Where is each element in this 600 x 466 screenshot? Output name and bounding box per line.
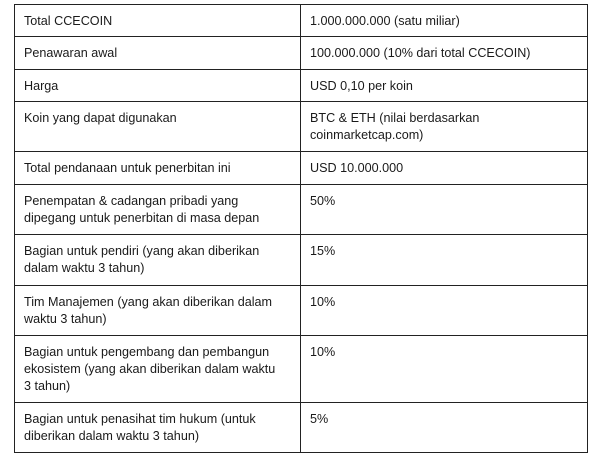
row-value: 10% <box>301 336 588 403</box>
row-value: USD 10.000.000 <box>301 152 588 185</box>
row-label: Harga <box>15 70 301 102</box>
row-label: Penempatan & cadangan pribadi yang dipegang untuk penerbitan di masa depan <box>15 185 301 235</box>
table-row <box>15 152 588 185</box>
row-label: Total pendanaan untuk penerbitan ini <box>15 152 301 185</box>
row-label: Penawaran awal <box>15 37 301 70</box>
row-label: Bagian untuk pengembang dan pembangun ekosistem (yang akan diberikan dalam waktu 3 tahun) <box>15 336 301 403</box>
row-label: Bagian untuk pendiri (yang akan diberikan dalam waktu 3 tahun) <box>15 235 301 286</box>
row-value: 1.000.000.000 (satu miliar) <box>301 5 588 37</box>
table-row <box>15 5 588 37</box>
row-value: 100.000.000 (10% dari total CCECOIN) <box>301 37 588 70</box>
table-row <box>15 102 588 152</box>
table-row <box>15 336 588 403</box>
table-row <box>15 286 588 336</box>
row-value: 50% <box>301 185 588 235</box>
token-distribution-table <box>14 4 588 453</box>
row-value: BTC & ETH (nilai berdasarkan coinmarketcap.com) <box>301 102 588 152</box>
table-row <box>15 185 588 235</box>
row-value: 10% <box>301 286 588 336</box>
table-row <box>15 403 588 453</box>
row-value: USD 0,10 per koin <box>301 70 588 102</box>
table-row <box>15 37 588 70</box>
row-value: 15% <box>301 235 588 286</box>
table-row <box>15 70 588 102</box>
row-label: Tim Manajemen (yang akan diberikan dalam waktu 3 tahun) <box>15 286 301 336</box>
row-label: Bagian untuk penasihat tim hukum (untuk diberikan dalam waktu 3 tahun) <box>15 403 301 453</box>
row-label: Koin yang dapat digunakan <box>15 102 301 152</box>
table-row <box>15 235 588 286</box>
row-label: Total CCECOIN <box>15 5 301 37</box>
row-value: 5% <box>301 403 588 453</box>
